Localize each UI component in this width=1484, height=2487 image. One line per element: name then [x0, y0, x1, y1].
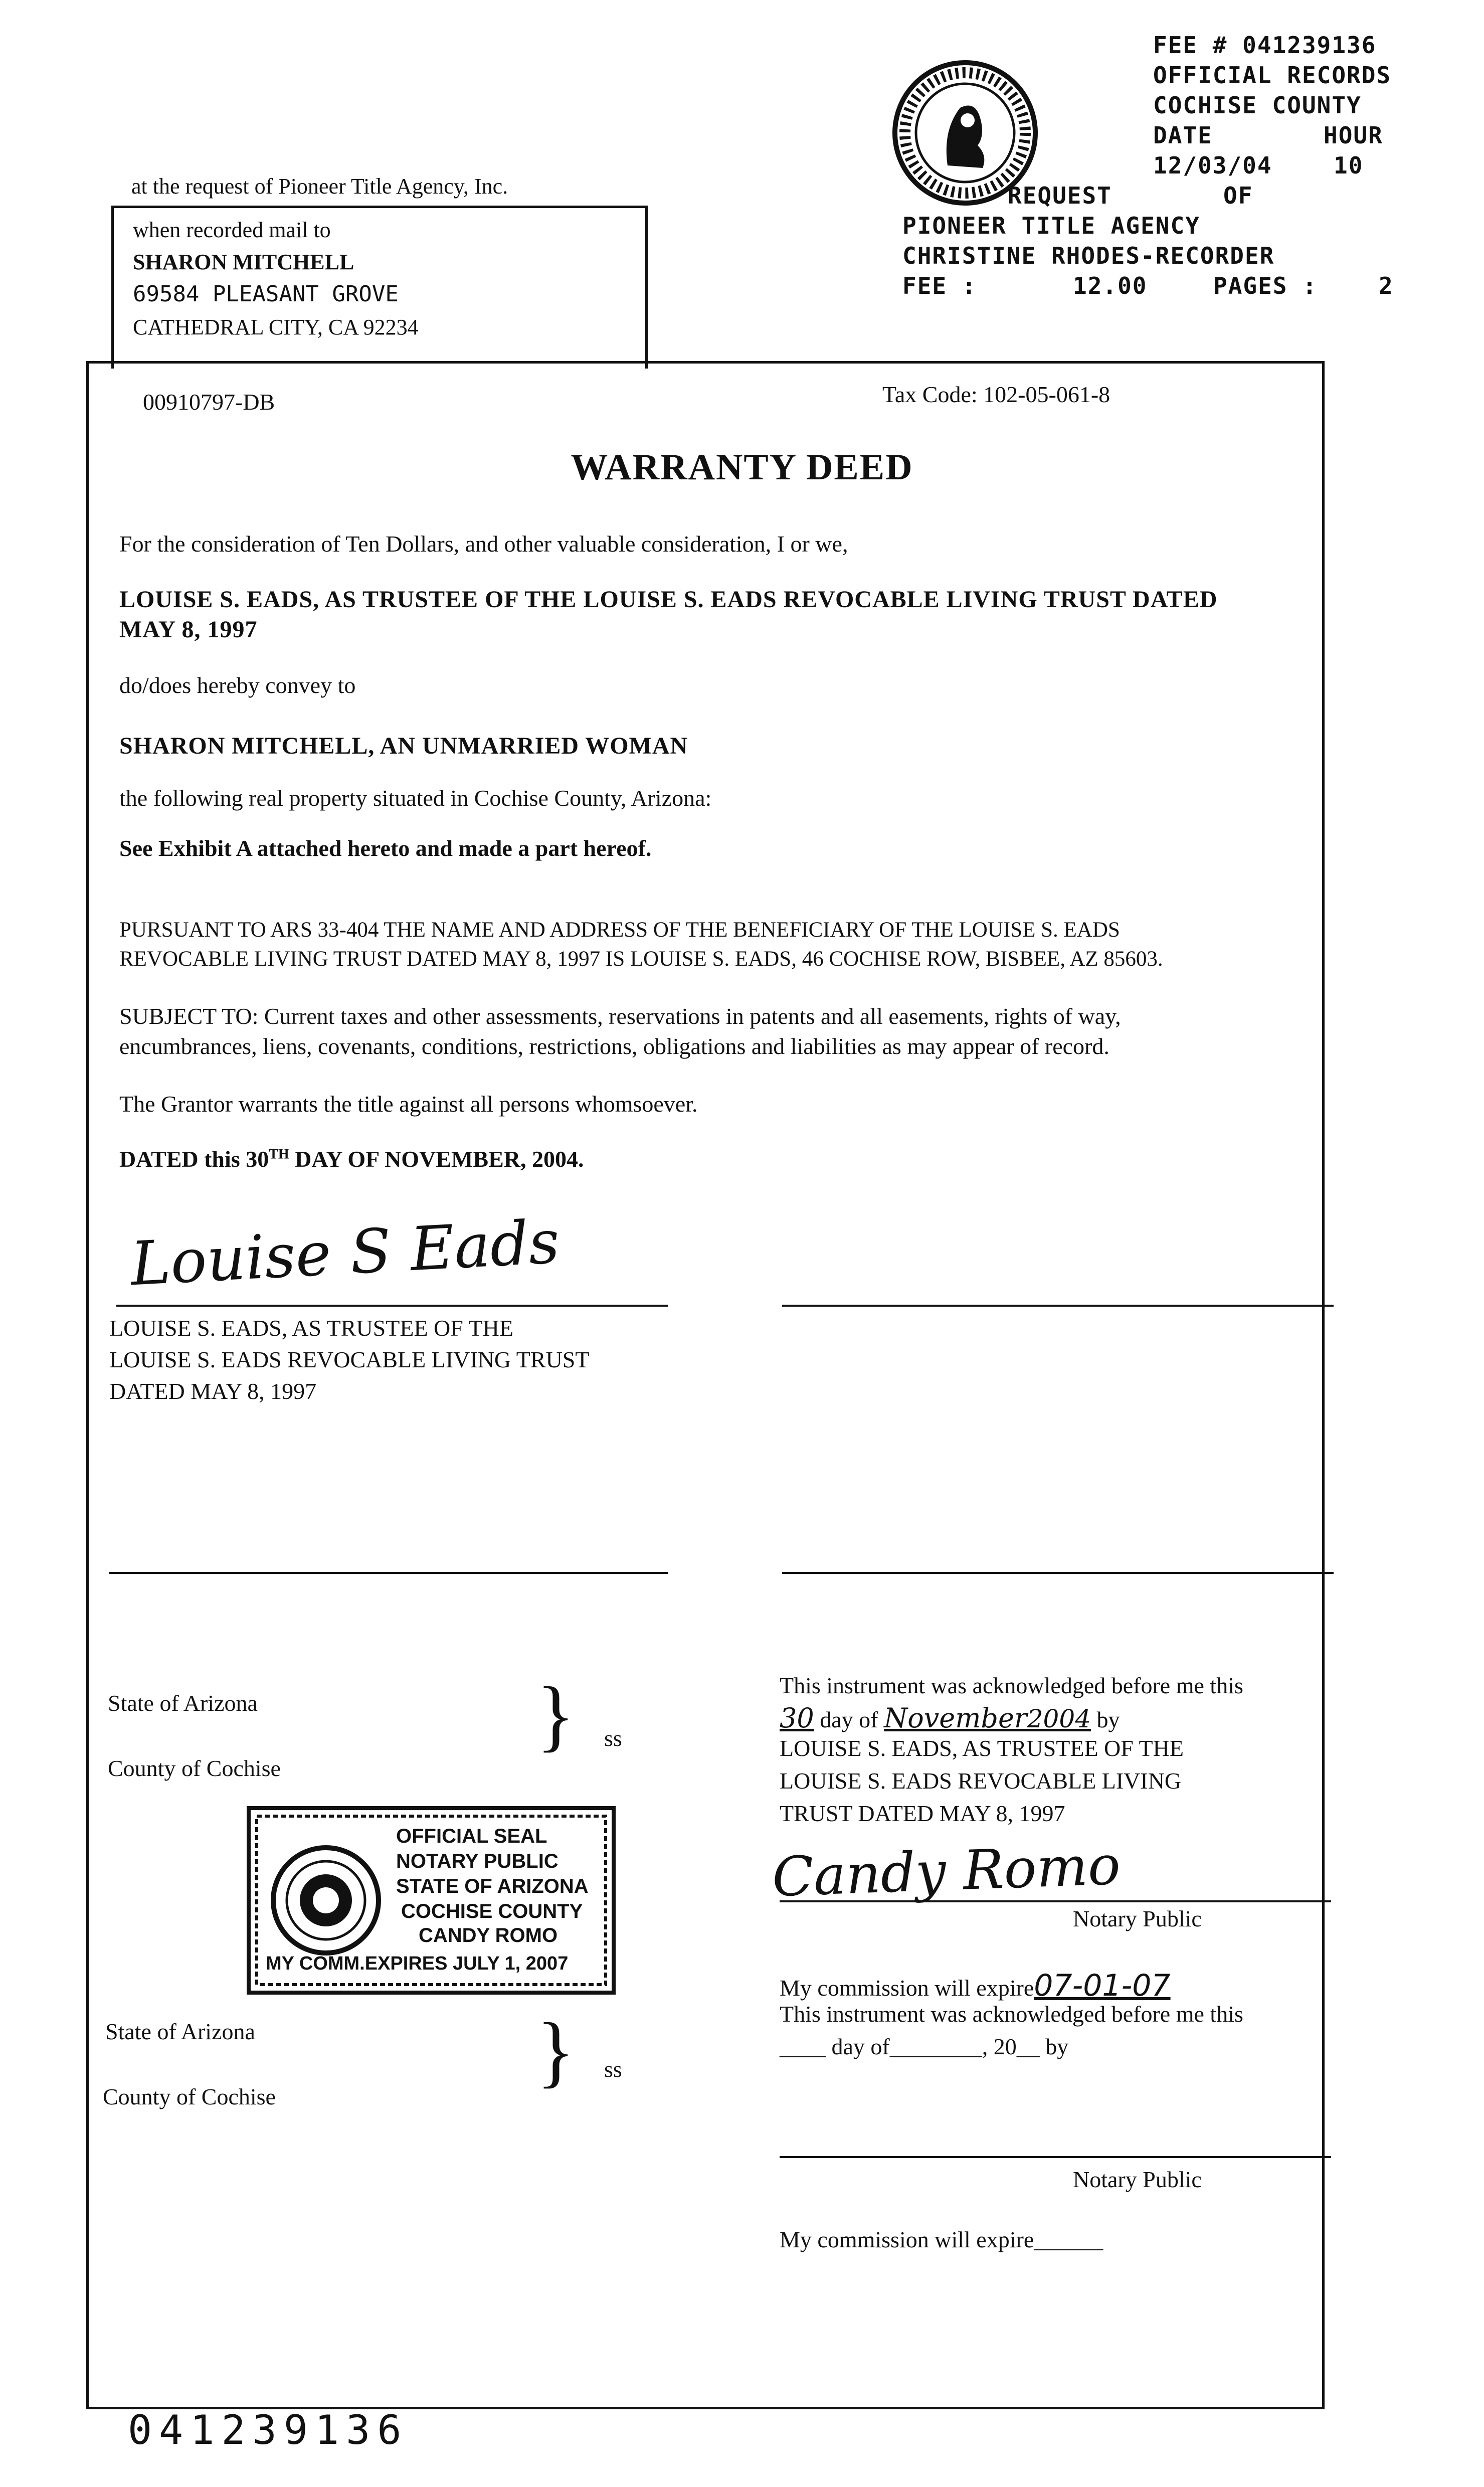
mail-name: SHARON MITCHELL	[133, 250, 354, 274]
hour-value: 10	[1334, 152, 1364, 179]
grantor-signature: Louise S Eads	[128, 1207, 562, 1300]
ack2-commission-label: My commission will expire______	[780, 2227, 1103, 2252]
stamp-line-2: NOTARY PUBLIC	[396, 1850, 559, 1872]
convey-text: do/does hereby convey to	[119, 672, 356, 698]
grantor-line-1: LOUISE S. EADS, AS TRUSTEE OF THE LOUISE S. EADS REVOCABLE LIVING TRUST DATED	[119, 586, 1218, 613]
date-label: DATE	[1153, 122, 1213, 149]
ack2-blank-line: ____ day of________, 20__ by	[780, 2034, 1069, 2059]
signer-line-2: LOUISE S. EADS REVOCABLE LIVING TRUST	[109, 1347, 590, 1372]
ack1-intro: This instrument was acknowledged before me this	[780, 1673, 1243, 1698]
fee-value: 12.00	[1073, 272, 1148, 299]
stamp-line-3: STATE OF ARIZONA	[396, 1875, 589, 1897]
stamp-line-6: MY COMM.EXPIRES JULY 1, 2007	[266, 1953, 569, 1974]
request-label: REQUEST	[1008, 182, 1112, 209]
subject-line-2: encumbrances, liens, covenants, conditions, restrictions, obligations and liabilities as may appear of record.	[119, 1033, 1109, 1059]
ack1-state: State of Arizona	[108, 1690, 258, 1716]
pursuant-line-1: PURSUANT TO ARS 33-404 THE NAME AND ADDRESS OF THE BENEFICIARY OF THE LOUISE S. EADS	[119, 918, 1120, 942]
ack1-line-1: LOUISE S. EADS, AS TRUSTEE OF THE	[780, 1735, 1184, 1761]
ack1-commission-label: My commission will expire	[780, 1975, 1034, 2001]
ack2-county: County of Cochise	[103, 2084, 276, 2109]
property-text: the following real property situated in Cochise County, Arizona:	[119, 785, 712, 811]
ack2-ss: ss	[604, 2056, 622, 2082]
request-line: at the request of Pioneer Title Agency, Inc.	[131, 174, 508, 199]
ack2-notary-label: Notary Public	[1073, 2167, 1202, 2192]
dated-prefix: DATED this 30	[119, 1146, 269, 1172]
notary-line-1	[780, 1900, 1331, 1902]
fee-label: FEE :	[902, 272, 977, 299]
grantee: SHARON MITCHELL, AN UNMARRIED WOMAN	[119, 733, 688, 759]
ack2-brace: }	[536, 2006, 575, 2095]
fee-number: FEE # 041239136	[1153, 32, 1377, 59]
pages-label: PAGES :	[1213, 272, 1318, 299]
ack1-notary-label: Notary Public	[1073, 1906, 1202, 1931]
exhibit-text: See Exhibit A attached hereto and made a part hereof.	[119, 835, 652, 861]
signature-line-right-2	[782, 1572, 1334, 1574]
ack1-county: County of Cochise	[108, 1755, 281, 1781]
ack1-brace: }	[536, 1670, 575, 1759]
dated-suffix: DAY OF NOVEMBER, 2004.	[289, 1146, 584, 1172]
ack1-month-value: November	[883, 1702, 1027, 1734]
pursuant-line-2: REVOCABLE LIVING TRUST DATED MAY 8, 1997 IS LOUISE S. EADS, 46 COCHISE ROW, BISBEE, AZ 85603.	[119, 947, 1163, 971]
recording-county: COCHISE COUNTY	[1153, 92, 1362, 119]
notary-line-2	[780, 2156, 1331, 2158]
subject-line-1	[119, 1003, 1121, 1029]
ack1-year-value: 2004	[1027, 1704, 1091, 1733]
ack1-commission-value: 07-01-07	[1034, 1968, 1171, 2003]
when-recorded-label: when recorded mail to	[133, 218, 331, 242]
deed-title: WARRANTY DEED	[571, 447, 913, 488]
warrants-text: The Grantor warrants the title against all persons whomsoever.	[119, 1091, 698, 1117]
dated-line	[119, 1146, 584, 1172]
ack1-line-2: LOUISE S. EADS REVOCABLE LIVING	[780, 1768, 1182, 1794]
subject-text-1: Current taxes and other assessments, reservations in patents and all easements, rights of way,	[264, 1003, 1121, 1029]
stamp-line-1: OFFICIAL SEAL	[396, 1825, 547, 1847]
recording-agency: PIONEER TITLE AGENCY	[902, 212, 1200, 239]
dated-sup: TH	[269, 1146, 289, 1162]
county-seal-icon	[892, 60, 1038, 206]
subject-label: SUBJECT TO:	[119, 1003, 259, 1029]
signature-line-left-2	[109, 1572, 668, 1574]
grantor-line-2: MAY 8, 1997	[119, 616, 258, 643]
ack1-line-3: TRUST DATED MAY 8, 1997	[780, 1801, 1065, 1826]
hour-label: HOUR	[1324, 122, 1383, 149]
document-number: 041239136	[128, 2407, 409, 2453]
of-label: OF	[1223, 182, 1253, 209]
stamp-line-5: CANDY ROMO	[419, 1924, 558, 1946]
signature-line-right	[782, 1305, 1334, 1307]
ack1-commission	[780, 1968, 1171, 2003]
mail-city: CATHEDRAL CITY, CA 92234	[133, 315, 419, 339]
mail-street: 69584 PLEASANT GROVE	[133, 281, 399, 307]
ack1-by: by	[1096, 1707, 1120, 1732]
recorder-name: CHRISTINE RHODES-RECORDER	[902, 242, 1275, 269]
ack2-intro: This instrument was acknowledged before me this	[780, 2001, 1243, 2027]
signer-line-1: LOUISE S. EADS, AS TRUSTEE OF THE	[109, 1315, 513, 1341]
ack2-state: State of Arizona	[105, 2019, 255, 2044]
date-value: 12/03/04	[1153, 152, 1272, 179]
stamp-line-4: COCHISE COUNTY	[401, 1900, 583, 1922]
ack1-day-label: day of	[814, 1707, 878, 1732]
signature-line-left	[116, 1305, 668, 1307]
order-number: 00910797-DB	[143, 389, 275, 415]
official-records: OFFICIAL RECORDS	[1153, 62, 1392, 89]
ack1-day-line	[780, 1702, 1120, 1734]
tax-code: Tax Code: 102-05-061-8	[882, 382, 1110, 407]
pages-value: 2	[1379, 272, 1394, 299]
consideration-text: For the consideration of Ten Dollars, and other valuable consideration, I or we,	[119, 531, 848, 557]
signer-line-3: DATED MAY 8, 1997	[109, 1378, 317, 1404]
notary-signature: Candy Romo	[771, 1834, 1122, 1909]
ack1-day-value: 30	[780, 1702, 814, 1734]
notary-stamp	[246, 1805, 617, 1996]
mail-to-box	[111, 206, 648, 369]
ack1-ss: ss	[604, 1725, 622, 1751]
